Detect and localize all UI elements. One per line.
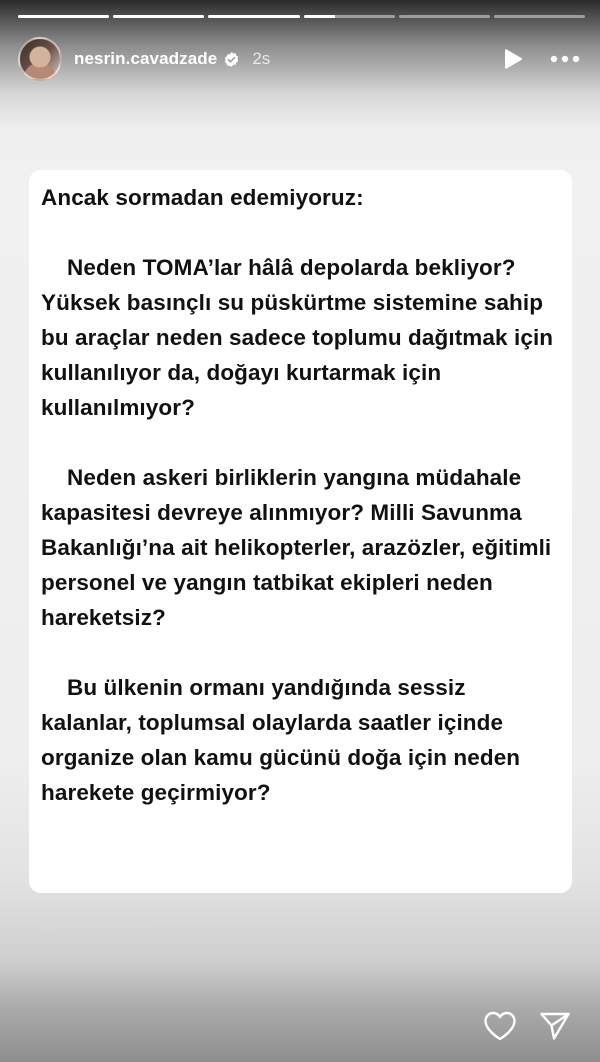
story-text-card xyxy=(29,170,572,893)
progress-segment xyxy=(304,15,395,18)
progress-fill xyxy=(304,15,336,18)
mention-tag[interactable]: @mahmuttanal xyxy=(41,914,153,931)
post-time: 2s xyxy=(252,49,271,68)
progress-segment xyxy=(494,15,585,18)
post-paragraph-intro: Ancak sormadan edemiyoruz: xyxy=(41,185,364,210)
progress-segment xyxy=(113,15,204,18)
progress-segment xyxy=(208,15,299,18)
paragraph-gap xyxy=(41,635,558,670)
post-paragraph-military: Neden askeri birliklerin yangına müdahale kapasitesi devreye alınmıyor? Milli Savunma Bakanlığı’na ait helikopterler, arazözler, eğitimli personel ve yangın tatbikat ekipleri neden hareketsiz? xyxy=(41,465,552,630)
post-paragraph-toma: Neden TOMA’lar hâlâ depolarda bekliyor? Yüksek basınçlı su püskürtme sistemine sahip bu araçlar neden sadece toplumu dağıtmak için kullanılıyor da, doğayı kurtarmak için kullanılmıyor? xyxy=(41,255,554,420)
progress-fill xyxy=(18,15,109,18)
play-icon[interactable] xyxy=(500,46,526,72)
progress-segment xyxy=(399,15,490,18)
progress-segment xyxy=(18,15,109,18)
story-header xyxy=(18,36,582,82)
paragraph-gap xyxy=(41,425,558,460)
more-icon[interactable] xyxy=(548,46,582,72)
verified-badge-icon xyxy=(223,51,240,68)
story-progress xyxy=(18,15,585,18)
avatar[interactable] xyxy=(18,37,62,81)
username[interactable]: nesrin.cavadzade xyxy=(74,49,218,68)
paragraph-gap xyxy=(41,215,558,250)
progress-fill xyxy=(113,15,204,18)
heart-icon[interactable] xyxy=(482,1008,518,1044)
post-paragraph-forest: Bu ülkenin ormanı yandığında sessiz kalanlar, toplumsal olaylarda saatler içinde organize olan kamu gücünü doğa için neden harekete geçirmiyor? xyxy=(41,675,521,805)
progress-fill xyxy=(208,15,299,18)
send-icon[interactable] xyxy=(537,1008,573,1044)
